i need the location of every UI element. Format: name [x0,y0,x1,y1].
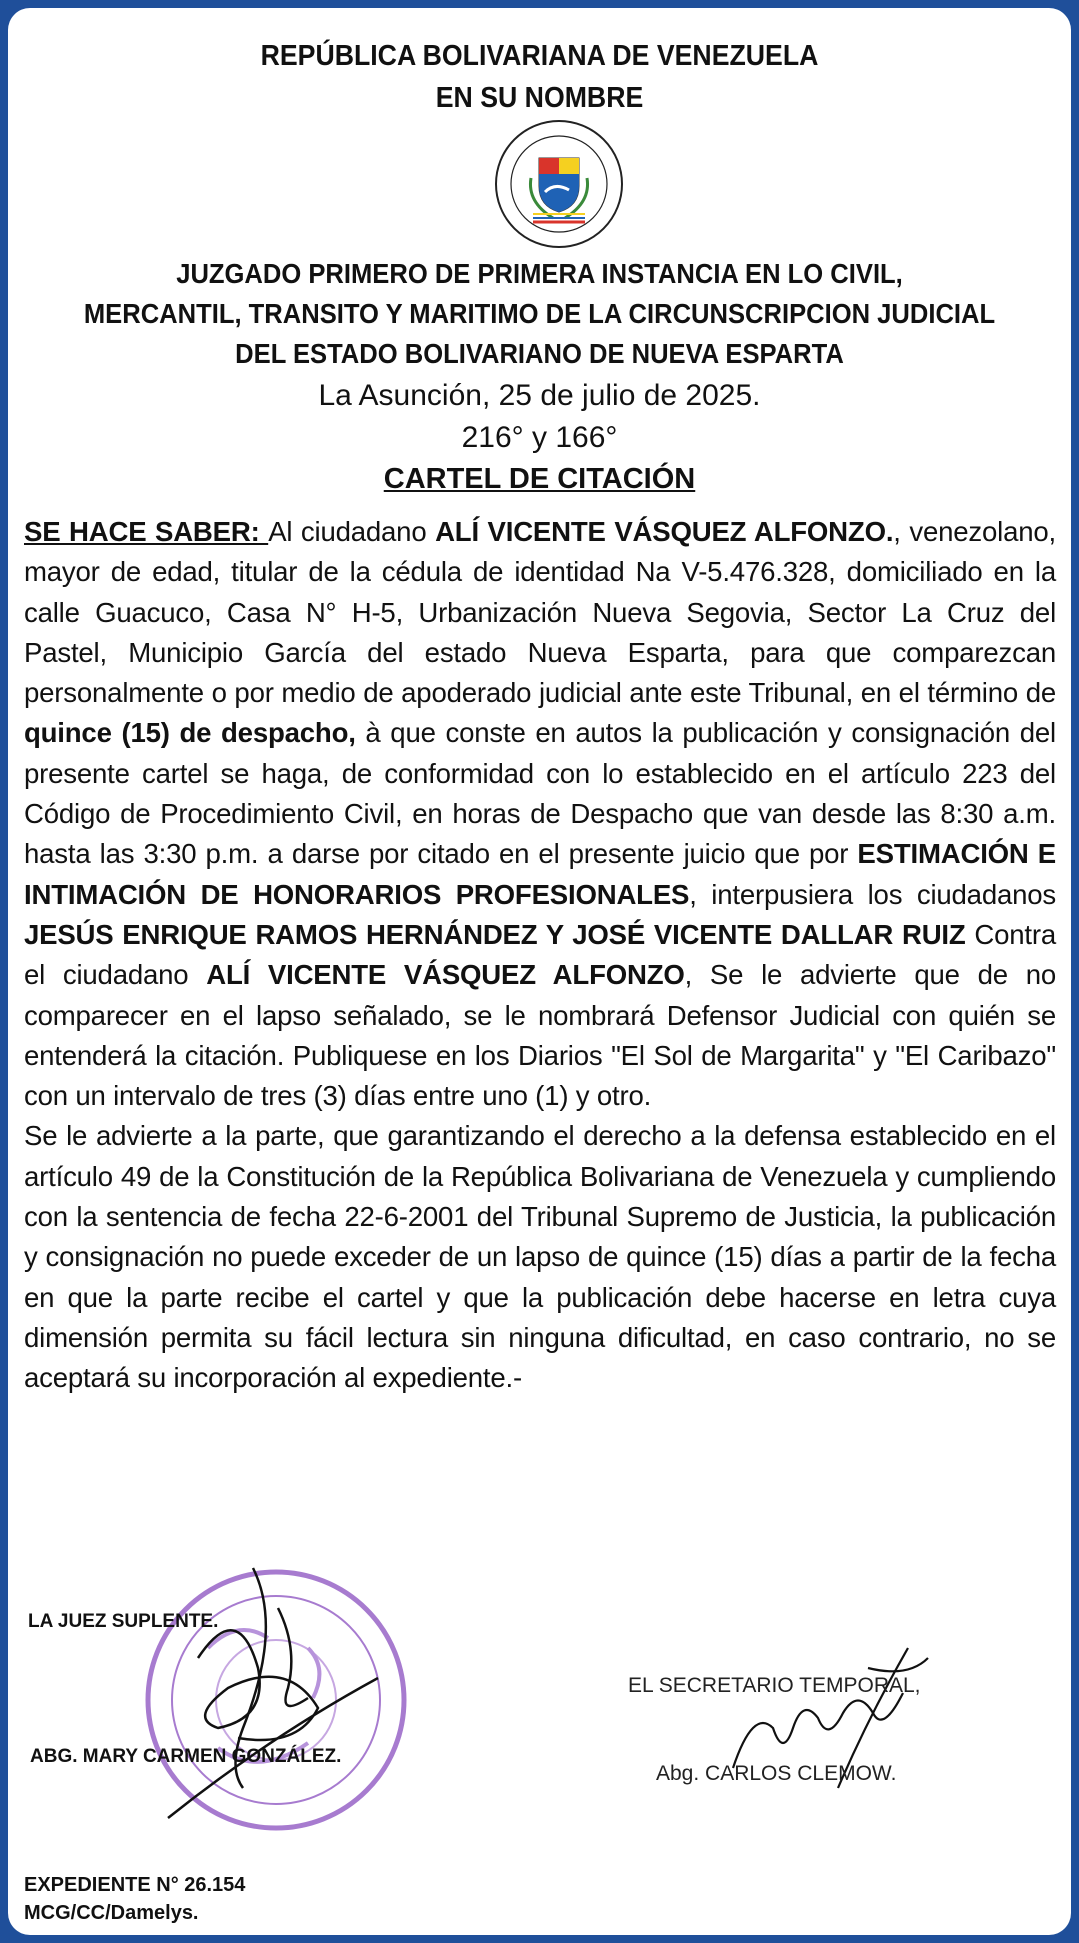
body-text-run: , venezolano, mayor de edad, titular de la cédula de identidad Na V-5.476.328, domiciliado en la calle Guacuco, Casa N° H-5, Urbanización Nueva Segovia, Sector La Cruz del Pastel, Municipio García del estado Nueva Esparta, para que comparezcan personalmente o por medio de apoderado judicial ante este Tribunal, en el término de [24,516,1056,709]
plaintiff-names: JESÚS ENRIQUE RAMOS HERNÁNDEZ Y JOSÉ VICENTE DALLAR RUIZ [24,918,966,950]
body-text-run: à que conste en autos la publicación y consignación del presente cartel se haga, de conformidad con lo establecido en el artículo 223 del Código de Procedimiento Civil, en horas de Despacho que van desde las 8:30 a.m. hasta las 3:30 p.m. a darse por citado en el presente juicio que por [24,717,1056,870]
place-date: La Asunción, 25 de julio de 2025. [318,379,761,412]
header-republic: REPÚBLICA BOLIVARIANA DE VENEZUELA [260,40,819,72]
defendant-name: ALÍ VICENTE VÁSQUEZ ALFONZO. [435,516,894,547]
court-name-line-2: MERCANTIL, TRANSITO Y MARITIMO DE LA CIRCUNSCRIPCION JUDICIAL [83,298,996,329]
body-text-run: , Se le advierte que de no comparecer en el lapso señalado, se le nombrará Defensor Judicial con quién se entenderá la citación. Publiquese en los Diarios "El Sol de Margarita" y "El Caribazo" con un intervalo de tres (3) días entre uno (1) y otro. [24,959,1056,1112]
citation-notice [8,8,1071,1935]
term-days: quince (15) de despacho, [24,717,356,749]
defendant-name: ALÍ VICENTE VÁSQUEZ ALFONZO [206,959,685,991]
reference-initials: MCG/CC/Damelys. [24,1902,199,1924]
document-title: CARTEL DE CITACIÓN [383,463,696,495]
signature-stamp-overlay [8,8,1071,1935]
years-line: 216° y 166° [461,421,618,454]
court-name-line-3: DEL ESTADO BOLIVARIANO DE NUEVA ESPARTA [235,338,844,369]
judge-name: ABG. MARY CARMEN GONZÁLEZ. [30,1746,342,1767]
judge-title: LA JUEZ SUPLENTE. [28,1611,219,1632]
body-text-run: Contra el ciudadano [24,918,1056,991]
case-type: ESTIMACIÓN E INTIMACIÓN DE HONORARIOS PROFESIONALES [24,838,1057,910]
body-text-run: Al ciudadano [268,516,436,547]
secretary-title: EL SECRETARIO TEMPORAL, [628,1674,921,1697]
header-en-su-nombre: EN SU NOMBRE [435,82,644,114]
court-name-line-1: JUZGADO PRIMERO DE PRIMERA INSTANCIA EN LO CIVIL, [176,258,903,289]
body-text-run: , interpusiera los ciudadanos [689,878,1057,910]
secretary-name: Abg. CARLOS CLEMOW. [656,1762,897,1785]
expediente-number: EXPEDIENTE N° 26.154 [24,1874,246,1896]
se-hace-saber: SE HACE SABER: [24,516,269,547]
judge-signature-icon [168,1568,378,1818]
body-paragraph-2: Se le advierte a la parte, que garantizando el derecho a la defensa establecido en el artículo 49 de la Constitución de la República Bolivariana de Venezuela y cumpliendo con la sentencia de fecha 22-6-2001 del Tribunal Supremo de Justicia, la publicación y consignación no puede exceder de un lapso de quince (15) días a partir de la fecha en que la parte recibe el cartel y que la publicación debe hacerse en letra cuya dimensión permita su fácil lectura sin ninguna dificultad, en caso contrario, no se aceptará su incorporación al expediente.- [24,1120,1056,1394]
